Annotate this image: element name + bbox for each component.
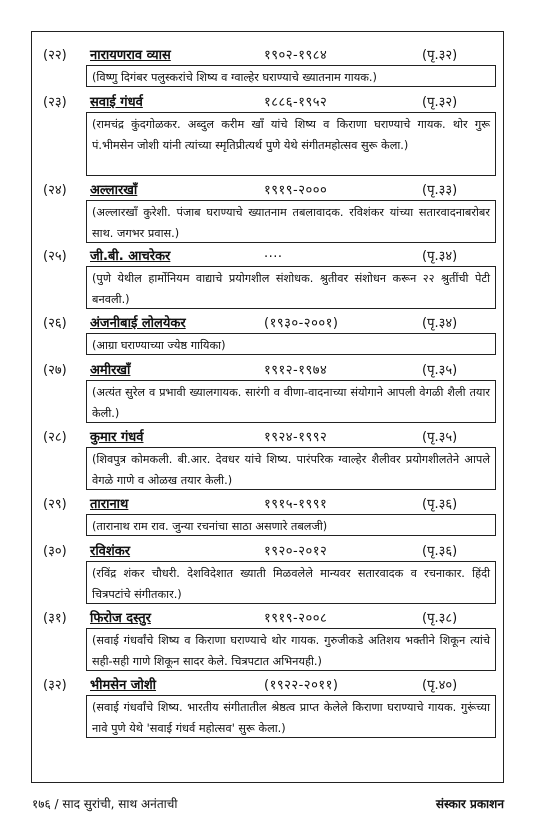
artist-name: भीमसेन जोशी — [90, 678, 157, 693]
page-ref: (पृ.३५) — [422, 430, 458, 445]
entry-header — [32, 244, 503, 264]
artist-description: (शिवपुत्र कोमकली. बी.आर. देवधर यांचे शिष्य. पारंपरिक ग्वाल्हेर शैलीवर प्रयोगशीलतेने आपले वेगळे गाणे व ओळख तयार केली.) — [86, 447, 496, 490]
entry-number: (२७) — [43, 363, 67, 378]
entry — [32, 43, 503, 84]
page-ref: (पृ.३३) — [422, 183, 458, 198]
entry-header — [32, 358, 503, 378]
artist-name: रविशंकर — [90, 544, 131, 559]
entry-number: (२३) — [43, 95, 67, 110]
artist-description: (अत्यंत सुरेल व प्रभावी ख्यालगायक. सारंगी व वीणा-वादनाच्या संयोगाने आपली वेगळी शैली तयार केली.) — [86, 380, 496, 423]
artist-description: (विष्णु दिगंबर पलुस्करांचे शिष्य व ग्वाल्हेर घराण्याचे ख्यातनाम गायक.) — [86, 65, 496, 87]
artist-description: (अल्लारखाँ कुरेशी. पंजाब घराण्याचे ख्यातनाम तबलावादक. रविशंकर यांच्या सतारवादनाबरोबर साथ. जगभर प्रवास.) — [86, 200, 496, 243]
entry — [32, 606, 503, 668]
artist-description: (सवाई गंधर्वांचे शिष्य व किराणा घराण्याचे थोर गायक. गुरुजीकडे अतिशय भक्तीने शिकून त्यांचे सही-सही गाणे शिकून सादर केले. चित्रपटात अभिनयही.) — [86, 628, 496, 671]
page-ref: (पृ.३६) — [422, 544, 458, 559]
entry-number: (२५) — [43, 249, 67, 264]
artist-years: १९१२-१९७४ — [264, 363, 328, 378]
artist-years: (१९३०-२००१) — [264, 316, 339, 331]
entry — [32, 492, 503, 533]
artist-name: तारानाथ — [90, 497, 129, 512]
artist-years: १९२४-१९९२ — [264, 430, 328, 445]
artist-description: (सवाई गंधर्वांचे शिष्य. भारतीय संगीतातील श्रेष्ठत्व प्राप्त केलेले किराणा घराण्याचे गायक. गुरूंच्या नावे पुणे येथे 'सवाई गंधर्व महोत्सव' सुरू केला.) — [86, 695, 496, 738]
artist-description: (पुणे येथील हार्मोनियम वाद्याचे प्रयोगशील संशोधक. श्रुतीवर संशोधन करून २२ श्रुतींची पेटी बनवली.) — [86, 266, 496, 309]
entry-header — [32, 673, 503, 693]
artist-years: १९२०-२०१२ — [264, 544, 328, 559]
entry — [32, 539, 503, 601]
artist-description: (तारानाथ राम राव. जुन्या रचनांचा साठा असणारे तबलजी) — [86, 514, 496, 536]
entry-number: (३२) — [43, 678, 67, 693]
artist-years: (१९२२-२०११) — [264, 678, 339, 693]
artist-name: कुमार गंधर्व — [90, 430, 144, 445]
content-frame — [31, 31, 504, 783]
entry — [32, 311, 503, 352]
footer-page-title: १७६ / साद सुरांची, साथ अनंताची — [32, 797, 178, 811]
artist-name: अंजनीबाई लोलयेकर — [90, 316, 186, 331]
artist-years: .... — [264, 246, 283, 261]
entry-header — [32, 311, 503, 331]
page-ref: (पृ.३२) — [422, 48, 458, 63]
artist-name: नारायणराव व्यास — [90, 48, 171, 63]
artist-years: १९१९-२००८ — [264, 611, 328, 626]
footer-publisher: संस्कार प्रकाशन — [435, 797, 504, 811]
page-footer — [32, 795, 504, 815]
entry-number: (२४) — [43, 183, 67, 198]
artist-name: अमीरखाँ — [90, 363, 131, 378]
entry — [32, 244, 503, 306]
entry-number: (२२) — [43, 48, 67, 63]
artist-name: जी.बी. आचरेकर — [90, 249, 171, 264]
page-ref: (पृ.३५) — [422, 363, 458, 378]
entry-header — [32, 43, 503, 63]
page-ref: (पृ.३२) — [422, 95, 458, 110]
entry-header — [32, 539, 503, 559]
entry-number: (२६) — [43, 316, 67, 331]
page-ref: (पृ.३४) — [422, 249, 458, 264]
entry — [32, 178, 503, 240]
entry-number: (३१) — [43, 611, 67, 626]
artist-description: (रामचंद्र कुंदगोळकर. अब्दुल करीम खाँ यांचे शिष्य व किराणा घराण्याचे गायक. थोर गुरू पं.भीमसेन जोशी यांनी त्यांच्या स्मृतिप्रीत्यर्थ पुणे येथे संगीतमहोत्सव सुरू केला.) — [86, 112, 496, 176]
artist-name: सवाई गंधर्व — [90, 95, 143, 110]
page-ref: (पृ.३८) — [422, 611, 458, 626]
artist-years: १९०२-१९८४ — [264, 48, 328, 63]
page-ref: (पृ.३६) — [422, 497, 458, 512]
artist-description: (आग्रा घराण्याच्या ज्येष्ठ गायिका) — [86, 333, 496, 355]
artist-years: १९१५-१९९१ — [264, 497, 328, 512]
artist-description: (रविंद्र शंकर चौधरी. देशविदेशात ख्याती मिळवलेले मान्यवर सतारवादक व रचनाकार. हिंदी चित्रपटांचे संगीतकार.) — [86, 561, 496, 604]
entry-header — [32, 606, 503, 626]
artist-years: १८८६-१९५२ — [264, 95, 328, 110]
entry-header — [32, 178, 503, 198]
page-ref: (पृ.३४) — [422, 316, 458, 331]
entry-number: (२८) — [43, 430, 67, 445]
artist-years: १९१९-२००० — [264, 183, 328, 198]
entry — [32, 673, 503, 735]
entry-number: (३०) — [43, 544, 67, 559]
artist-name: फिरोज दस्तुर — [90, 611, 151, 626]
entry-number: (२९) — [43, 497, 67, 512]
entry — [32, 358, 503, 420]
artist-name: अल्लारखाँ — [90, 183, 138, 198]
page-ref: (पृ.४०) — [422, 678, 458, 693]
entry-header — [32, 90, 503, 110]
entry — [32, 425, 503, 487]
entry-header — [32, 425, 503, 445]
entry-header — [32, 492, 503, 512]
entry — [32, 90, 503, 152]
